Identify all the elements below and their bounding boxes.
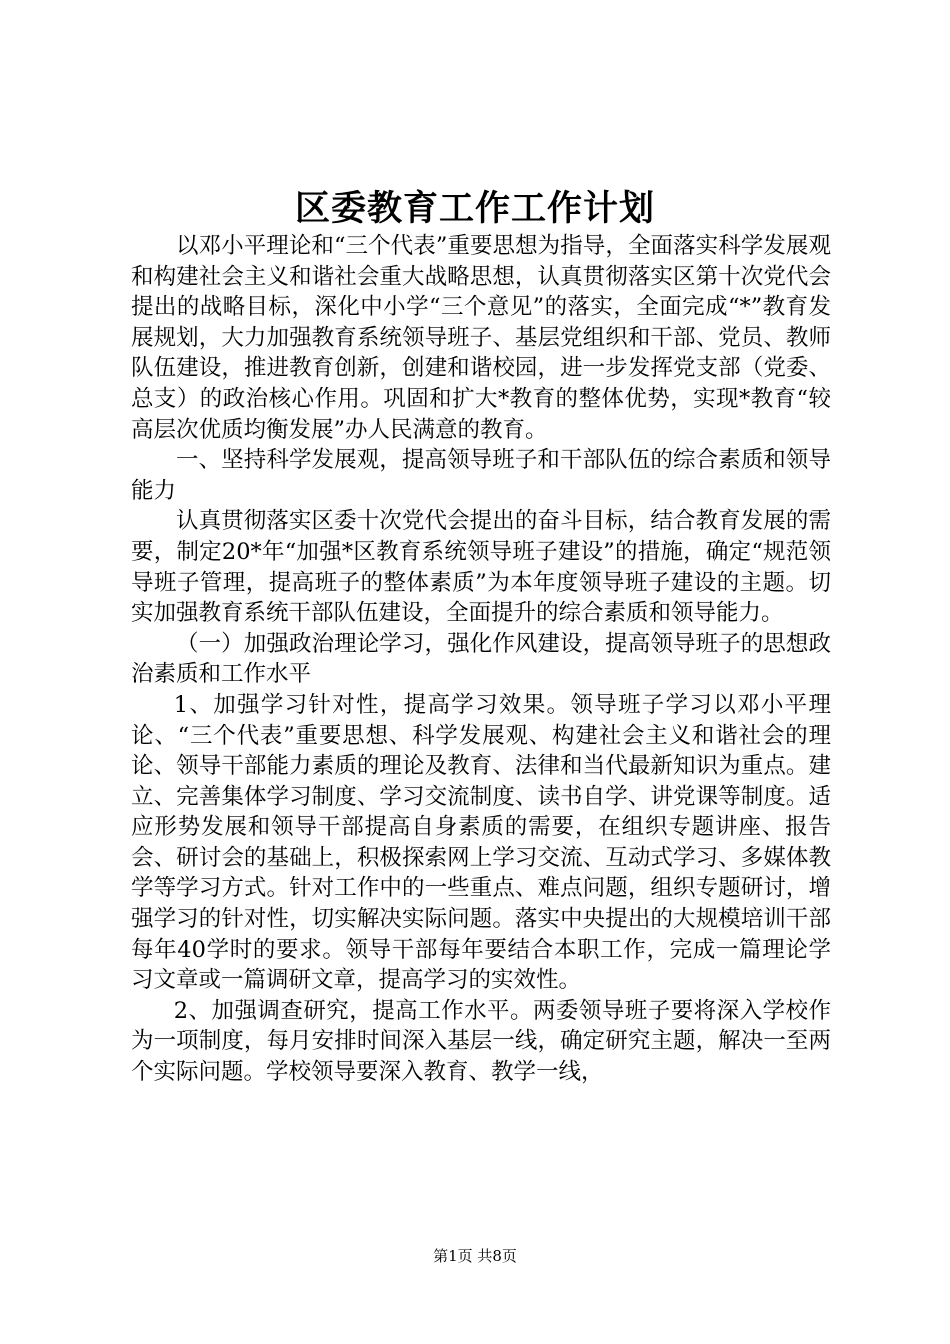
paragraph-item-2: 2、加强调查研究，提高工作水平。两委领导班子要将深入学校作为一项制度，每月安排时间深入基层一线，确定研究主题，解决一至两个实际问题。学校领导要深入教育、教学一线，: [131, 997, 831, 1086]
document-title: 区委教育工作工作计划: [294, 188, 655, 229]
section-heading-1: 一、坚持科学发展观，提高领导班子和干部队伍的综合素质和领导能力: [131, 447, 831, 504]
paragraph-item-1: 1、加强学习针对性，提高学习效果。领导班子学习以邓小平理论、“三个代表”重要思想、科学发展观、构建社会主义和谐社会的理论、领导干部能力素质的理论及教育、法律和当代最新知识为重点。建立、完善集体学习制度、学习交流制度、读书自学、讲党课等制度。适应形势发展和领导干部提高自身素质的需要，在组织专题讲座、报告会、研讨会的基础上，积极探索网上学习交流、互动式学习、多媒体教学等学习方式。针对工作中的一些重点、难点问题，组织专题研讨，增强学习的针对性，切实解决实际问题。落实中央提出的大规模培训干部每年40学时的要求。领导干部每年要结合本职工作，完成一篇理论学习文章或一篇调研文章，提高学习的实效性。: [131, 691, 831, 994]
paragraph-intro: 以邓小平理论和“三个代表”重要思想为指导，全面落实科学发展观和构建社会主义和谐社会重大战略思想，认真贯彻落实区第十次党代会提出的战略目标，深化中小学“三个意见”的落实，全面完成“*”教育发展规划，大力加强教育系统领导班子、基层党组织和干部、党员、教师队伍建设，推进教育创新，创建和谐校园，进一步发挥党支部（党委、总支）的政治核心作用。巩固和扩大*教育的整体优势，实现*教育“较高层次优质均衡发展”办人民满意的教育。: [131, 233, 831, 443]
subsection-heading-1: （一）加强政治理论学习，强化作风建设，提高领导班子的思想政治素质和工作水平: [131, 630, 831, 688]
paragraph-section-1: 认真贯彻落实区委十次党代会提出的奋斗目标，结合教育发展的需要，制定20*年“加强*区教育系统领导班子建设”的措施，确定“规范领导班子管理，提高班子的整体素质”为本年度领导班子建设的主题。切实加强教育系统干部队伍建设，全面提升的综合素质和领导能力。: [131, 508, 831, 627]
document-body: [131, 231, 831, 1088]
page-number-footer: 第1页 共8页: [433, 1247, 517, 1265]
